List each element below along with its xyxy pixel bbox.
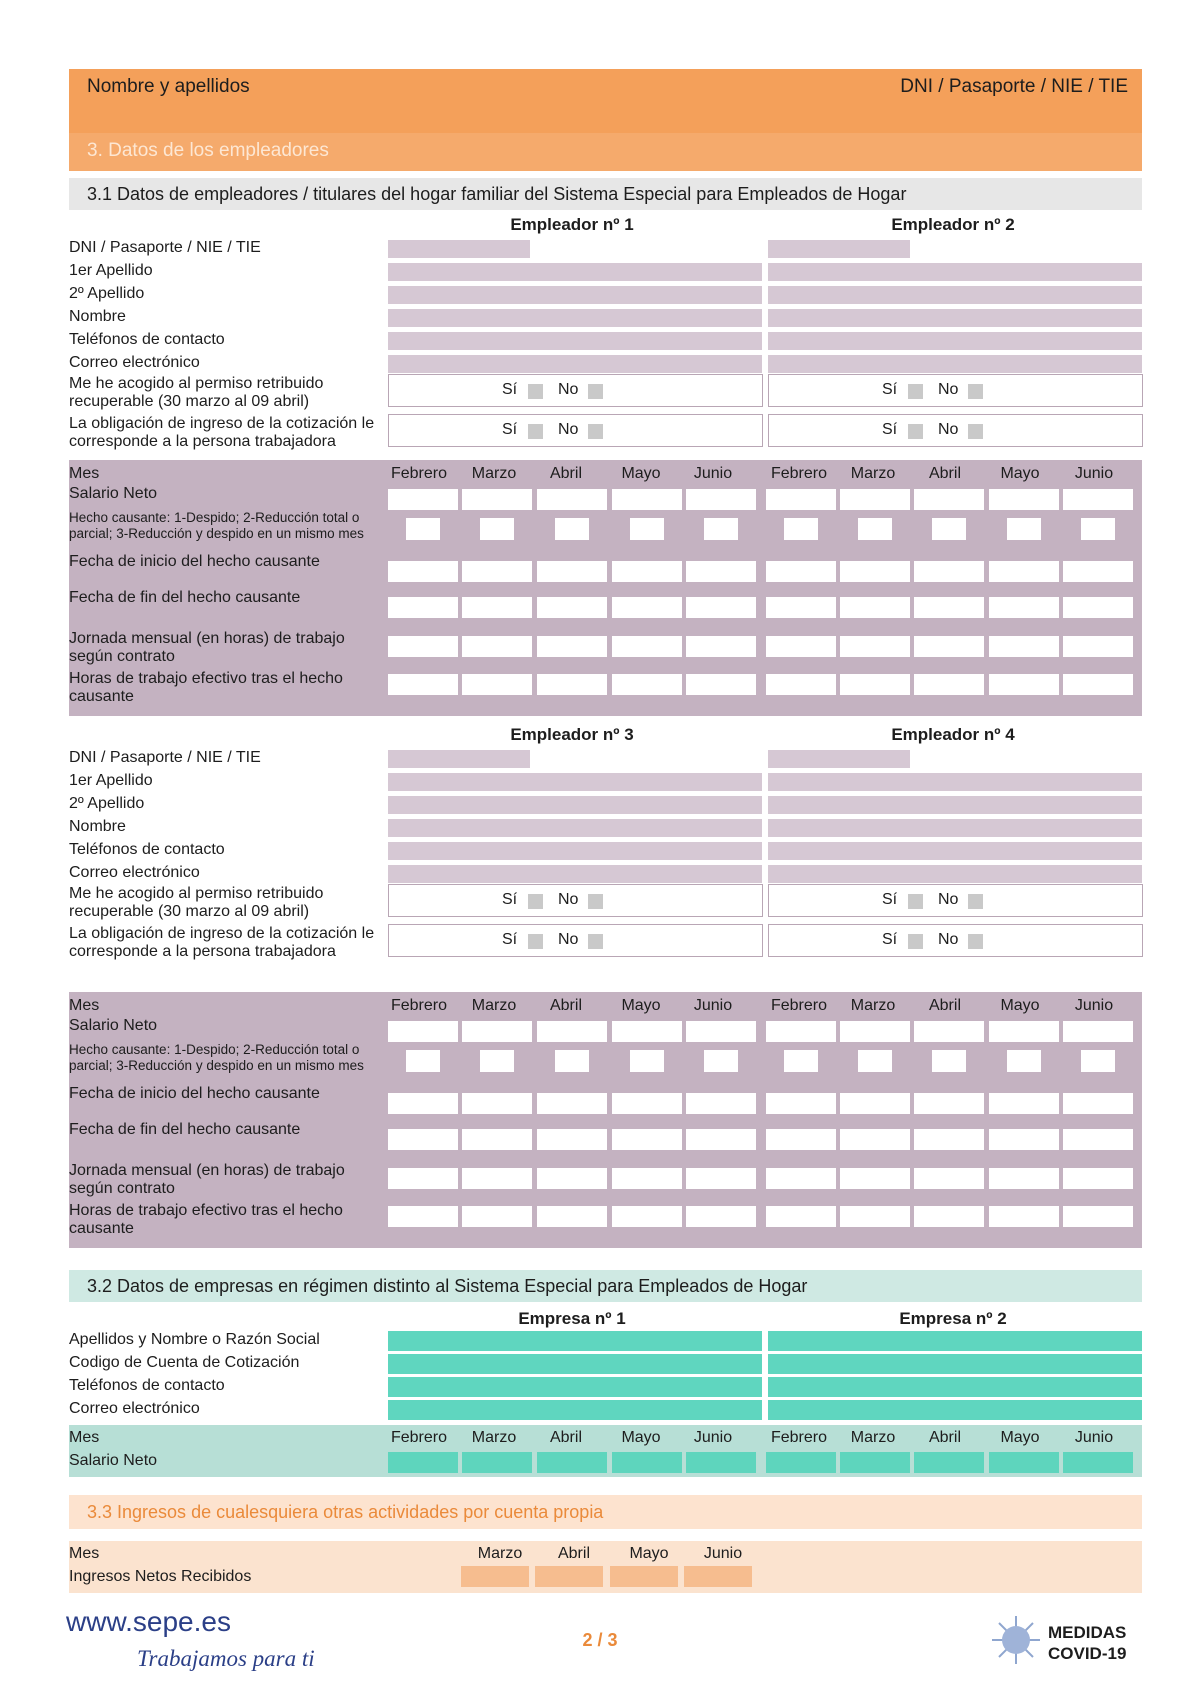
- company-month-header: Abril: [549, 1429, 582, 1446]
- jornada-input[interactable]: [989, 1168, 1059, 1189]
- inicio-input[interactable]: [537, 1093, 607, 1114]
- horas-input[interactable]: [840, 1206, 910, 1227]
- company-month-header: Junio: [1074, 1429, 1114, 1446]
- employer-2-ap2-input[interactable]: [768, 286, 1142, 304]
- hecho-input[interactable]: [406, 1050, 440, 1072]
- salario-input[interactable]: [914, 489, 984, 510]
- tel-label: Teléfonos de contacto: [69, 1377, 225, 1394]
- employer-heading-2: Empleador nº 2: [891, 215, 1015, 234]
- employer-4-nombre-input[interactable]: [768, 819, 1142, 837]
- jornada-input[interactable]: [914, 1168, 984, 1189]
- yes-label: Sí: [502, 891, 518, 908]
- salario-input[interactable]: [1063, 1021, 1133, 1042]
- income-month: Mayo: [629, 1545, 669, 1562]
- jornada-input[interactable]: [686, 636, 756, 657]
- jornada-input[interactable]: [612, 1168, 682, 1189]
- field-label-nombre: Nombre: [69, 818, 126, 835]
- hecho-input[interactable]: [784, 518, 818, 540]
- fin-input[interactable]: [462, 1129, 532, 1150]
- hecho-input[interactable]: [630, 518, 664, 540]
- company-month-header: Junio: [693, 1429, 733, 1446]
- row-label-fin: Fecha de fin del hecho causante: [69, 1121, 301, 1138]
- row-label-horas: Horas de trabajo efectivo tras el hecho causante: [69, 1202, 343, 1237]
- razon-label: Apellidos y Nombre o Razón Social: [69, 1331, 320, 1348]
- hecho-input[interactable]: [858, 1050, 892, 1072]
- company-2-correo-input[interactable]: [768, 1400, 1142, 1420]
- inicio-input[interactable]: [686, 561, 756, 582]
- yes-checkbox[interactable]: [528, 424, 543, 439]
- section-33-title: 3.3 Ingresos de cualesquiera otras actividades por cuenta propia: [87, 1502, 604, 1522]
- fin-input[interactable]: [537, 1129, 607, 1150]
- company-2-heading: Empresa nº 2: [899, 1309, 1007, 1328]
- yes-checkbox[interactable]: [908, 934, 923, 949]
- yes-label: Sí: [882, 891, 898, 908]
- jornada-input[interactable]: [1063, 1168, 1133, 1189]
- inicio-input[interactable]: [840, 1093, 910, 1114]
- section-32-title: 3.2 Datos de empresas en régimen distinto al Sistema Especial para Empleados de Hogar: [87, 1276, 808, 1296]
- salario-input[interactable]: [1063, 489, 1133, 510]
- employer-4-ap1-input[interactable]: [768, 773, 1142, 791]
- employer-heading-4: Empleador nº 4: [891, 725, 1015, 744]
- salario-input[interactable]: [840, 1021, 910, 1042]
- inicio-input[interactable]: [1063, 1093, 1133, 1114]
- field-label-dni: DNI / Pasaporte / NIE / TIE: [69, 239, 261, 256]
- jornada-input[interactable]: [686, 1168, 756, 1189]
- employer-2-ap1-input[interactable]: [768, 263, 1142, 281]
- fin-input[interactable]: [766, 1129, 836, 1150]
- income-field[interactable]: [461, 1566, 529, 1587]
- section-31-title: 3.1 Datos de empleadores / titulares del hogar familiar del Sistema Especial para Empleados de Hogar: [87, 184, 907, 204]
- fin-input[interactable]: [612, 597, 682, 618]
- yes-label: Sí: [502, 931, 518, 948]
- salario-input[interactable]: [537, 1021, 607, 1042]
- field-label-correo: Correo electrónico: [69, 354, 200, 371]
- salario-input[interactable]: [766, 489, 836, 510]
- no-checkbox[interactable]: [588, 894, 603, 909]
- month-header: Marzo: [471, 997, 517, 1014]
- horas-input[interactable]: [766, 674, 836, 695]
- no-label: No: [938, 381, 959, 398]
- horas-input[interactable]: [686, 674, 756, 695]
- company-1-tel-input[interactable]: [388, 1377, 762, 1397]
- no-label: No: [558, 381, 579, 398]
- field-label-tel: Teléfonos de contacto: [69, 841, 225, 858]
- hecho-input[interactable]: [480, 518, 514, 540]
- hecho-input[interactable]: [704, 518, 738, 540]
- jornada-input[interactable]: [612, 636, 682, 657]
- no-label: No: [938, 421, 959, 438]
- month-header: Marzo: [850, 465, 896, 482]
- jornada-input[interactable]: [388, 636, 458, 657]
- income-field[interactable]: [535, 1566, 603, 1587]
- yes-label: Sí: [882, 421, 898, 438]
- covid-badge-line1: MEDIDAS: [1048, 1623, 1127, 1642]
- inicio-input[interactable]: [766, 1093, 836, 1114]
- employer-1-correo-input[interactable]: [388, 355, 762, 373]
- company-month-header: Abril: [928, 1429, 961, 1446]
- hecho-input[interactable]: [1007, 518, 1041, 540]
- jornada-input[interactable]: [388, 1168, 458, 1189]
- inicio-input[interactable]: [766, 561, 836, 582]
- fin-input[interactable]: [537, 597, 607, 618]
- company-salario-input[interactable]: [462, 1452, 532, 1473]
- row-label-salario: Salario Neto: [69, 485, 158, 502]
- horas-input[interactable]: [1063, 674, 1133, 695]
- page-number: 2 / 3: [582, 1630, 618, 1650]
- hecho-input[interactable]: [704, 1050, 738, 1072]
- yes-checkbox[interactable]: [528, 894, 543, 909]
- inicio-input[interactable]: [914, 561, 984, 582]
- employer-3-ap2-input[interactable]: [388, 796, 762, 814]
- fin-input[interactable]: [989, 1129, 1059, 1150]
- no-label: No: [558, 931, 579, 948]
- section-3-title: 3. Datos de los empleadores: [87, 140, 329, 161]
- company-salario-input[interactable]: [914, 1452, 984, 1473]
- hecho-input[interactable]: [555, 1050, 589, 1072]
- virus-icon: [988, 1612, 1044, 1668]
- salario-input[interactable]: [914, 1021, 984, 1042]
- company-salario-input[interactable]: [989, 1452, 1059, 1473]
- employer-3-correo-input[interactable]: [388, 865, 762, 883]
- inicio-input[interactable]: [840, 561, 910, 582]
- horas-input[interactable]: [612, 1206, 682, 1227]
- horas-input[interactable]: [462, 1206, 532, 1227]
- fin-input[interactable]: [840, 597, 910, 618]
- horas-input[interactable]: [686, 1206, 756, 1227]
- field-label-tel: Teléfonos de contacto: [69, 331, 225, 348]
- yes-label: Sí: [502, 421, 518, 438]
- employer-4-tel-input[interactable]: [768, 842, 1142, 860]
- income-label: Ingresos Netos Recibidos: [69, 1568, 252, 1585]
- horas-input[interactable]: [914, 1206, 984, 1227]
- inicio-input[interactable]: [686, 1093, 756, 1114]
- fin-input[interactable]: [914, 597, 984, 618]
- no-checkbox[interactable]: [588, 424, 603, 439]
- horas-input[interactable]: [462, 674, 532, 695]
- horas-input[interactable]: [989, 1206, 1059, 1227]
- income-month: Abril: [557, 1545, 590, 1562]
- salario-input[interactable]: [686, 489, 756, 510]
- no-checkbox[interactable]: [968, 894, 983, 909]
- horas-input[interactable]: [537, 1206, 607, 1227]
- horas-input[interactable]: [914, 674, 984, 695]
- employer-1-tel-input[interactable]: [388, 332, 762, 350]
- inicio-input[interactable]: [462, 561, 532, 582]
- id-label: DNI / Pasaporte / NIE / TIE: [900, 76, 1128, 97]
- month-header: Junio: [1074, 465, 1114, 482]
- fin-input[interactable]: [388, 1129, 458, 1150]
- mes-label: Mes: [69, 465, 100, 482]
- yes-checkbox[interactable]: [908, 424, 923, 439]
- sepe-slogan: Trabajamos para ti: [137, 1646, 315, 1671]
- no-checkbox[interactable]: [968, 384, 983, 399]
- fin-input[interactable]: [1063, 1129, 1133, 1150]
- company-month-header: Febrero: [770, 1429, 828, 1446]
- covid-badge: [1048, 1622, 1126, 1664]
- inicio-input[interactable]: [612, 561, 682, 582]
- mes-label: Mes: [69, 1429, 100, 1446]
- row-label-horas: Horas de trabajo efectivo tras el hecho causante: [69, 670, 343, 705]
- income-field[interactable]: [610, 1566, 678, 1587]
- employer-2-dni-input[interactable]: [768, 240, 910, 258]
- employer-1-dni-input[interactable]: [388, 240, 530, 258]
- jornada-input[interactable]: [766, 636, 836, 657]
- no-checkbox[interactable]: [968, 934, 983, 949]
- horas-input[interactable]: [537, 674, 607, 695]
- horas-input[interactable]: [388, 1206, 458, 1227]
- fin-input[interactable]: [462, 597, 532, 618]
- no-checkbox[interactable]: [968, 424, 983, 439]
- sepe-url[interactable]: www.sepe.es: [66, 1606, 231, 1637]
- fin-input[interactable]: [686, 1129, 756, 1150]
- month-header: Mayo: [1000, 465, 1040, 482]
- hecho-input[interactable]: [1081, 1050, 1115, 1072]
- month-header: Abril: [549, 997, 582, 1014]
- employer-4-dni-input[interactable]: [768, 750, 910, 768]
- hecho-input[interactable]: [1007, 1050, 1041, 1072]
- month-header: Febrero: [390, 997, 448, 1014]
- company-month-header: Febrero: [390, 1429, 448, 1446]
- salario-input[interactable]: [766, 1021, 836, 1042]
- field-label-dni: DNI / Pasaporte / NIE / TIE: [69, 749, 261, 766]
- hecho-input[interactable]: [555, 518, 589, 540]
- field-label-obligacion: La obligación de ingreso de la cotización le corresponde a la persona trabajadora: [69, 925, 375, 960]
- field-label-ap1: 1er Apellido: [69, 262, 153, 279]
- salario-input[interactable]: [388, 489, 458, 510]
- employer-2-correo-input[interactable]: [768, 355, 1142, 373]
- inicio-input[interactable]: [612, 1093, 682, 1114]
- inicio-input[interactable]: [1063, 561, 1133, 582]
- month-header: Junio: [693, 465, 733, 482]
- horas-input[interactable]: [840, 674, 910, 695]
- field-label-permiso: Me he acogido al permiso retribuido recuperable (30 marzo al 09 abril): [69, 375, 324, 410]
- inicio-input[interactable]: [462, 1093, 532, 1114]
- employer-3-nombre-input[interactable]: [388, 819, 762, 837]
- company-salario-input[interactable]: [388, 1452, 458, 1473]
- month-header: Febrero: [770, 465, 828, 482]
- yes-checkbox[interactable]: [908, 384, 923, 399]
- employer-heading-1: Empleador nº 1: [510, 215, 634, 234]
- income-field[interactable]: [684, 1566, 752, 1587]
- company-salario-input[interactable]: [766, 1452, 836, 1473]
- fin-input[interactable]: [1063, 597, 1133, 618]
- yes-label: Sí: [882, 381, 898, 398]
- month-header: Mayo: [1000, 997, 1040, 1014]
- covid-badge-line2: COVID-19: [1048, 1644, 1127, 1663]
- salario-input[interactable]: [388, 1021, 458, 1042]
- name-label: Nombre y apellidos: [87, 76, 250, 97]
- jornada-input[interactable]: [1063, 636, 1133, 657]
- company-salario-input[interactable]: [840, 1452, 910, 1473]
- row-label-salario: Salario Neto: [69, 1017, 158, 1034]
- month-header: Mayo: [621, 997, 661, 1014]
- month-header: Junio: [1074, 997, 1114, 1014]
- horas-input[interactable]: [388, 674, 458, 695]
- employer-3-ap1-input[interactable]: [388, 773, 762, 791]
- jornada-input[interactable]: [989, 636, 1059, 657]
- horas-input[interactable]: [989, 674, 1059, 695]
- horas-input[interactable]: [1063, 1206, 1133, 1227]
- month-header: Mayo: [621, 465, 661, 482]
- employer-4-ap2-input[interactable]: [768, 796, 1142, 814]
- company-month-header: Mayo: [621, 1429, 661, 1446]
- company-1-heading: Empresa nº 1: [518, 1309, 626, 1328]
- row-label-jornada: Jornada mensual (en horas) de trabajo según contrato: [69, 1162, 345, 1197]
- month-header: Junio: [693, 997, 733, 1014]
- jornada-input[interactable]: [766, 1168, 836, 1189]
- salario-input[interactable]: [840, 489, 910, 510]
- salario-label: Salario Neto: [69, 1452, 158, 1469]
- fin-input[interactable]: [989, 597, 1059, 618]
- hecho-input[interactable]: [406, 518, 440, 540]
- row-label-hecho: Hecho causante: 1-Despido; 2-Reducción total o parcial; 3-Reducción y despido en un mismo mes: [69, 1042, 364, 1073]
- codigo-label: Codigo de Cuenta de Cotización: [69, 1354, 300, 1371]
- company-month-header: Marzo: [471, 1429, 517, 1446]
- field-label-ap2: 2º Apellido: [69, 795, 145, 812]
- field-label-permiso: Me he acogido al permiso retribuido recuperable (30 marzo al 09 abril): [69, 885, 324, 920]
- no-label: No: [938, 931, 959, 948]
- jornada-input[interactable]: [537, 636, 607, 657]
- income-month: Junio: [703, 1545, 743, 1562]
- company-1-codigo-input[interactable]: [388, 1354, 762, 1374]
- employer-1-ap2-input[interactable]: [388, 286, 762, 304]
- hecho-input[interactable]: [932, 1050, 966, 1072]
- employer-heading-3: Empleador nº 3: [510, 725, 634, 744]
- salario-input[interactable]: [989, 489, 1059, 510]
- yes-label: Sí: [882, 931, 898, 948]
- month-header: Febrero: [770, 997, 828, 1014]
- hecho-input[interactable]: [480, 1050, 514, 1072]
- employer-3-tel-input[interactable]: [388, 842, 762, 860]
- income-month: Marzo: [477, 1545, 523, 1562]
- month-header: Marzo: [471, 465, 517, 482]
- employer-1-ap1-input[interactable]: [388, 263, 762, 281]
- month-header: Febrero: [390, 465, 448, 482]
- salario-input[interactable]: [989, 1021, 1059, 1042]
- inicio-input[interactable]: [989, 1093, 1059, 1114]
- fin-input[interactable]: [766, 597, 836, 618]
- month-header: Marzo: [850, 997, 896, 1014]
- company-2-codigo-input[interactable]: [768, 1354, 1142, 1374]
- horas-input[interactable]: [612, 674, 682, 695]
- month-header: Abril: [549, 465, 582, 482]
- salario-input[interactable]: [462, 489, 532, 510]
- fin-input[interactable]: [388, 597, 458, 618]
- row-label-inicio: Fecha de inicio del hecho causante: [69, 1085, 320, 1102]
- company-2-tel-input[interactable]: [768, 1377, 1142, 1397]
- company-salario-input[interactable]: [612, 1452, 682, 1473]
- salario-input[interactable]: [686, 1021, 756, 1042]
- company-salario-input[interactable]: [686, 1452, 756, 1473]
- jornada-input[interactable]: [462, 1168, 532, 1189]
- yes-label: Sí: [502, 381, 518, 398]
- field-label-ap2: 2º Apellido: [69, 285, 145, 302]
- field-label-obligacion: La obligación de ingreso de la cotización le corresponde a la persona trabajadora: [69, 415, 375, 450]
- no-label: No: [558, 891, 579, 908]
- row-label-jornada: Jornada mensual (en horas) de trabajo según contrato: [69, 630, 345, 665]
- correo-label: Correo electrónico: [69, 1400, 200, 1417]
- employer-3-dni-input[interactable]: [388, 750, 530, 768]
- field-label-ap1: 1er Apellido: [69, 772, 153, 789]
- hecho-input[interactable]: [1081, 518, 1115, 540]
- jornada-input[interactable]: [914, 636, 984, 657]
- inicio-input[interactable]: [537, 561, 607, 582]
- month-header: Abril: [928, 997, 961, 1014]
- row-label-hecho: Hecho causante: 1-Despido; 2-Reducción total o parcial; 3-Reducción y despido en un mismo mes: [69, 510, 364, 541]
- inicio-input[interactable]: [388, 1093, 458, 1114]
- inicio-input[interactable]: [914, 1093, 984, 1114]
- yes-checkbox[interactable]: [528, 934, 543, 949]
- salario-input[interactable]: [612, 489, 682, 510]
- mes-label: Mes: [69, 997, 100, 1014]
- horas-input[interactable]: [766, 1206, 836, 1227]
- income-mes-label: Mes: [69, 1545, 100, 1562]
- inicio-input[interactable]: [989, 561, 1059, 582]
- inicio-input[interactable]: [388, 561, 458, 582]
- no-checkbox[interactable]: [588, 934, 603, 949]
- fin-input[interactable]: [686, 597, 756, 618]
- employer-1-nombre-input[interactable]: [388, 309, 762, 327]
- company-salario-input[interactable]: [1063, 1452, 1133, 1473]
- company-salario-input[interactable]: [537, 1452, 607, 1473]
- company-1-correo-input[interactable]: [388, 1400, 762, 1420]
- hecho-input[interactable]: [932, 518, 966, 540]
- hecho-input[interactable]: [858, 518, 892, 540]
- fin-input[interactable]: [914, 1129, 984, 1150]
- no-label: No: [938, 891, 959, 908]
- company-month-header: Marzo: [850, 1429, 896, 1446]
- company-1-razon-input[interactable]: [388, 1331, 762, 1351]
- salario-input[interactable]: [612, 1021, 682, 1042]
- row-label-inicio: Fecha de inicio del hecho causante: [69, 553, 320, 570]
- hecho-input[interactable]: [784, 1050, 818, 1072]
- jornada-input[interactable]: [462, 636, 532, 657]
- row-label-fin: Fecha de fin del hecho causante: [69, 589, 301, 606]
- fin-input[interactable]: [840, 1129, 910, 1150]
- field-label-correo: Correo electrónico: [69, 864, 200, 881]
- employer-2-nombre-input[interactable]: [768, 309, 1142, 327]
- salario-input[interactable]: [537, 489, 607, 510]
- employer-4-correo-input[interactable]: [768, 865, 1142, 883]
- company-2-razon-input[interactable]: [768, 1331, 1142, 1351]
- no-checkbox[interactable]: [588, 384, 603, 399]
- hecho-input[interactable]: [630, 1050, 664, 1072]
- jornada-input[interactable]: [840, 1168, 910, 1189]
- yes-checkbox[interactable]: [908, 894, 923, 909]
- jornada-input[interactable]: [840, 636, 910, 657]
- employer-2-tel-input[interactable]: [768, 332, 1142, 350]
- company-month-header: Mayo: [1000, 1429, 1040, 1446]
- no-label: No: [558, 421, 579, 438]
- fin-input[interactable]: [612, 1129, 682, 1150]
- month-header: Abril: [928, 465, 961, 482]
- yes-checkbox[interactable]: [528, 384, 543, 399]
- salario-input[interactable]: [462, 1021, 532, 1042]
- field-label-nombre: Nombre: [69, 308, 126, 325]
- jornada-input[interactable]: [537, 1168, 607, 1189]
